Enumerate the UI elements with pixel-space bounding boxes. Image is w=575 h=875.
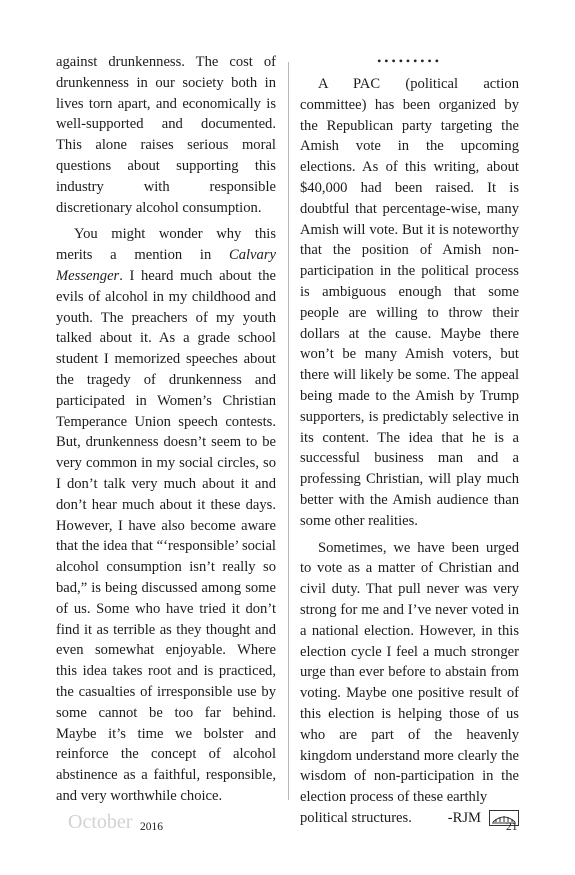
left-paragraph-2-rest: . I heard much about the evils of alcohol in my childhood and youth. The preachers of my youth talked about it. As a grade school student I memorized speeches about the tragedy of drunkenness and participated in Women’s Christian Temperance Union speech contests. But, drunkenness doesn’t seem to be very common in my social circles, so I don’t talk very much about it and don’t hear much about it these days. However, I have also become aware that the idea that “‘responsible’ social alcohol consumption isn’t really so bad,” is being discussed among some of us. Some who have tried it don’t find it as terrible as they thought and even somewhat enjoyable. Where this idea takes root and is practiced, the casualties of irresponsible use by some cannot be too far behind. Maybe it’s time we bolster and reinforce the concept of alcohol abstinence as a faithful, responsible, and very worthwhile choice. bbox=[56, 267, 276, 804]
column-divider bbox=[288, 62, 289, 800]
page-number: 21 bbox=[506, 821, 518, 833]
magazine-title: Calvary Messenger bbox=[56, 247, 276, 284]
right-paragraph-1: A PAC (political action committee) has been organized by the Republican party targeting the Amish vote in the upcoming elections. As of this writing, about $40,000 had been raised. It is doubtful that percentage-wise, many Amish will vote. But it is noteworthy that the position of Amish non-participation in the political process is ambiguous enough that some people are willing to throw their dollars at the cause. Maybe there won’t be many Amish voters, but there will likely be some. The appeal being made to the Amish by Trump supporters, is predictably selective in its content. The idea that he is a successful business man and a professing Christian, will play much better with the Amish audience than some other realities. bbox=[300, 76, 519, 529]
right-column bbox=[300, 74, 519, 829]
right-paragraph-2 bbox=[300, 538, 519, 808]
footer-month: October bbox=[68, 811, 133, 833]
left-paragraph-2 bbox=[56, 224, 276, 806]
footer-year: 2016 bbox=[140, 821, 163, 833]
author-signature: -RJM bbox=[447, 809, 481, 826]
right-paragraph-2-last-line: political structures. bbox=[300, 809, 412, 826]
signature-line bbox=[300, 808, 519, 829]
left-paragraph-2-start: You might wonder why this merits a mention in bbox=[56, 226, 276, 264]
left-column bbox=[56, 52, 276, 807]
left-paragraph-1: against drunkenness. The cost of drunkenness in our society both in lives torn apart, and economically is well-supported and documented. This alone raises serious moral questions about supporting this industry with responsible discretionary alcohol consumption. bbox=[56, 54, 276, 216]
section-break-ornament: ••••••••• bbox=[377, 54, 442, 68]
right-paragraph-2-body: Sometimes, we have been urged to vote as a matter of Christian and civil duty. That pull never was very strong for me and I’ve never voted in a national election. However, in this election cycle I feel a much stronger urge than ever before to abstain from voting. Maybe one positive result of this election is helping those of us who are part of the heavenly kingdom understand more clearly the wisdom of non-participation in the election process of these earthly bbox=[300, 539, 519, 806]
